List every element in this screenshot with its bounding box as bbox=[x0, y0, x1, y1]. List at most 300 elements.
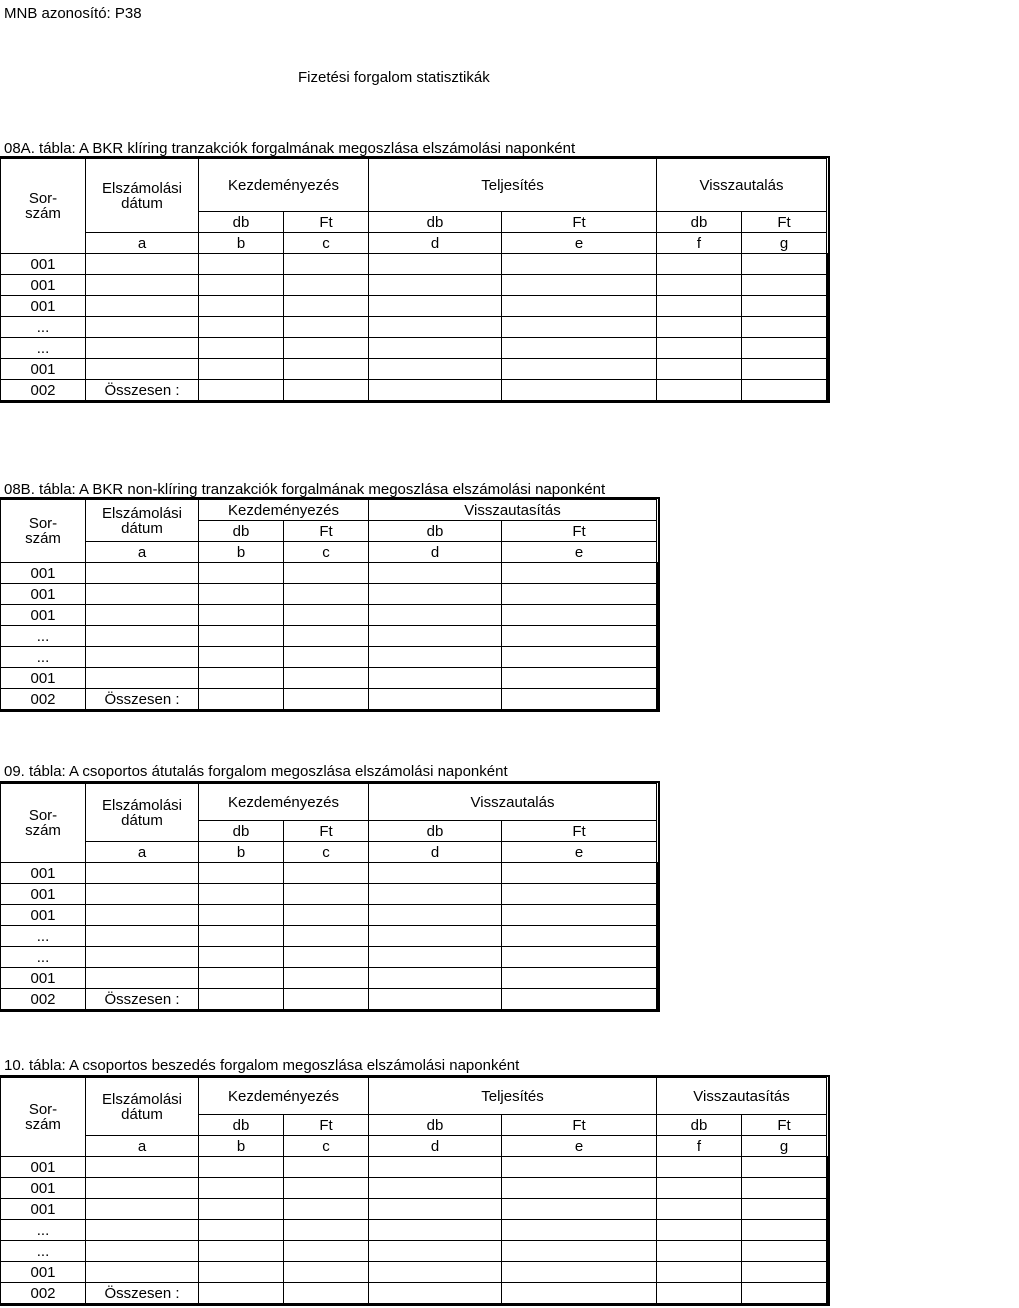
value-cell bbox=[369, 1262, 502, 1283]
value-cell bbox=[502, 884, 657, 905]
row-number: ... bbox=[1, 647, 86, 668]
value-cell bbox=[284, 338, 369, 359]
ft-header: Ft bbox=[742, 1115, 827, 1136]
completion-header: Teljesítés bbox=[369, 159, 657, 212]
value-cell bbox=[742, 359, 827, 380]
column-letter: c bbox=[284, 233, 369, 254]
value-cell bbox=[199, 863, 284, 884]
date-cell bbox=[86, 584, 199, 605]
column-letter: f bbox=[657, 1136, 742, 1157]
value-cell bbox=[199, 1220, 284, 1241]
value-cell bbox=[657, 905, 658, 926]
db-header: db bbox=[657, 1115, 742, 1136]
initiation-header: Kezdeményezés bbox=[199, 159, 369, 212]
value-cell bbox=[502, 1283, 657, 1304]
table-row bbox=[1, 1262, 828, 1283]
date-cell bbox=[86, 254, 199, 275]
value-cell bbox=[742, 1178, 827, 1199]
value-cell bbox=[502, 968, 657, 989]
value-cell bbox=[284, 359, 369, 380]
value-cell bbox=[369, 563, 502, 584]
value-cell bbox=[284, 1199, 369, 1220]
value-cell bbox=[369, 689, 502, 710]
ft-header: Ft bbox=[284, 212, 369, 233]
value-cell bbox=[827, 359, 828, 380]
value-cell bbox=[369, 947, 502, 968]
refund-header: Visszautalás bbox=[369, 784, 657, 821]
value-cell bbox=[742, 254, 827, 275]
value-cell bbox=[284, 584, 369, 605]
value-cell bbox=[502, 863, 657, 884]
value-cell bbox=[369, 1220, 502, 1241]
value-cell bbox=[657, 668, 658, 689]
column-letter: d bbox=[369, 1136, 502, 1157]
table-row bbox=[1, 275, 828, 296]
value-cell bbox=[284, 626, 369, 647]
value-cell bbox=[284, 605, 369, 626]
value-cell bbox=[502, 947, 657, 968]
ft-header: Ft bbox=[284, 1115, 369, 1136]
value-cell bbox=[369, 626, 502, 647]
value-cell bbox=[369, 359, 502, 380]
value-cell bbox=[502, 1262, 657, 1283]
db-header: db bbox=[199, 821, 284, 842]
row-number: 001 bbox=[1, 1262, 86, 1283]
value-cell bbox=[369, 989, 502, 1010]
value-cell bbox=[199, 359, 284, 380]
column-letter: e bbox=[502, 233, 657, 254]
row-number: 001 bbox=[1, 584, 86, 605]
table-row bbox=[1, 317, 828, 338]
value-cell bbox=[657, 380, 742, 401]
table-row bbox=[1, 605, 658, 626]
column-letter: d bbox=[369, 842, 502, 863]
ft-header: Ft bbox=[502, 821, 657, 842]
value-cell bbox=[284, 989, 369, 1010]
date-cell bbox=[86, 968, 199, 989]
row-number: 001 bbox=[1, 863, 86, 884]
value-cell bbox=[199, 1178, 284, 1199]
value-cell bbox=[284, 1262, 369, 1283]
row-number: ... bbox=[1, 926, 86, 947]
column-letter: g bbox=[742, 233, 827, 254]
value-cell bbox=[199, 317, 284, 338]
value-cell bbox=[502, 359, 657, 380]
value-cell bbox=[284, 1157, 369, 1178]
date-cell bbox=[86, 1199, 199, 1220]
value-cell bbox=[657, 563, 658, 584]
date-cell bbox=[86, 296, 199, 317]
value-cell bbox=[502, 317, 657, 338]
value-cell bbox=[657, 1157, 742, 1178]
value-cell bbox=[199, 689, 284, 710]
value-cell bbox=[827, 1199, 828, 1220]
settlement-date-header: Elszámolási dátum bbox=[86, 784, 199, 842]
date-cell bbox=[86, 1157, 199, 1178]
serial-header: Sor- szám bbox=[1, 784, 86, 863]
value-cell bbox=[657, 968, 658, 989]
table-09-caption: 09. tábla: A csoportos átutalás forgalom megoszlása elszámolási naponként bbox=[4, 763, 508, 780]
table-08b-caption: 08B. tábla: A BKR non-klíring tranzakciók forgalmának megoszlása elszámolási naponként bbox=[4, 481, 606, 498]
value-cell bbox=[657, 647, 658, 668]
value-cell bbox=[284, 275, 369, 296]
row-number: ... bbox=[1, 1220, 86, 1241]
value-cell bbox=[284, 1178, 369, 1199]
row-number: 002 bbox=[1, 689, 86, 710]
row-number: 001 bbox=[1, 1178, 86, 1199]
serial-header: Sor- szám bbox=[1, 500, 86, 563]
row-number: 002 bbox=[1, 989, 86, 1010]
ft-header: Ft bbox=[742, 212, 827, 233]
table-row bbox=[1, 338, 828, 359]
value-cell bbox=[827, 254, 828, 275]
value-cell bbox=[657, 947, 658, 968]
date-cell bbox=[86, 647, 199, 668]
column-letter: b bbox=[199, 233, 284, 254]
ft-header: Ft bbox=[502, 521, 657, 542]
date-cell bbox=[86, 605, 199, 626]
value-cell bbox=[284, 1283, 369, 1304]
value-cell bbox=[657, 1220, 742, 1241]
settlement-date-header: Elszámolási dátum bbox=[86, 159, 199, 233]
value-cell bbox=[284, 905, 369, 926]
date-cell bbox=[86, 1262, 199, 1283]
refund-header: Visszautalás bbox=[657, 159, 827, 212]
value-cell bbox=[657, 296, 742, 317]
value-cell bbox=[657, 1283, 742, 1304]
value-cell bbox=[369, 317, 502, 338]
value-cell bbox=[199, 605, 284, 626]
table-10-caption: 10. tábla: A csoportos beszedés forgalom megoszlása elszámolási naponként bbox=[4, 1057, 520, 1074]
ft-header: Ft bbox=[284, 521, 369, 542]
value-cell bbox=[284, 296, 369, 317]
row-number: 001 bbox=[1, 254, 86, 275]
value-cell bbox=[742, 338, 827, 359]
table-row bbox=[1, 359, 828, 380]
value-cell bbox=[502, 647, 657, 668]
value-cell bbox=[199, 905, 284, 926]
completion-header: Teljesítés bbox=[369, 1078, 657, 1115]
value-cell bbox=[657, 926, 658, 947]
table-10 bbox=[0, 1077, 828, 1304]
rejection-header: Visszautasítás bbox=[657, 1078, 827, 1115]
value-cell bbox=[284, 968, 369, 989]
value-cell bbox=[199, 947, 284, 968]
db-header: db bbox=[199, 521, 284, 542]
settlement-date-header: Elszámolási dátum bbox=[86, 1078, 199, 1136]
value-cell bbox=[827, 1178, 828, 1199]
value-cell bbox=[284, 863, 369, 884]
value-cell bbox=[827, 380, 828, 401]
ft-header: Ft bbox=[502, 1115, 657, 1136]
value-cell bbox=[199, 968, 284, 989]
value-cell bbox=[284, 668, 369, 689]
value-cell bbox=[827, 296, 828, 317]
column-letter: b bbox=[199, 1136, 284, 1157]
value-cell bbox=[284, 689, 369, 710]
value-cell bbox=[742, 275, 827, 296]
value-cell bbox=[199, 338, 284, 359]
value-cell bbox=[284, 647, 369, 668]
date-cell bbox=[86, 1241, 199, 1262]
value-cell bbox=[199, 626, 284, 647]
row-number: 001 bbox=[1, 668, 86, 689]
row-number: 001 bbox=[1, 968, 86, 989]
value-cell bbox=[502, 689, 657, 710]
value-cell bbox=[199, 296, 284, 317]
value-cell bbox=[742, 1199, 827, 1220]
value-cell bbox=[369, 605, 502, 626]
value-cell bbox=[827, 1157, 828, 1178]
value-cell bbox=[657, 884, 658, 905]
value-cell bbox=[502, 584, 657, 605]
table-row bbox=[1, 380, 828, 401]
value-cell bbox=[369, 296, 502, 317]
column-letter: a bbox=[86, 233, 199, 254]
value-cell bbox=[827, 1283, 828, 1304]
table-row bbox=[1, 968, 658, 989]
value-cell bbox=[827, 1220, 828, 1241]
column-letter: b bbox=[199, 842, 284, 863]
table-row bbox=[1, 905, 658, 926]
value-cell bbox=[657, 1262, 742, 1283]
column-letter: d bbox=[369, 542, 502, 563]
date-cell bbox=[86, 668, 199, 689]
value-cell bbox=[827, 1241, 828, 1262]
rejection-header: Visszautasítás bbox=[369, 500, 657, 521]
value-cell bbox=[199, 647, 284, 668]
table-09 bbox=[0, 783, 658, 1010]
value-cell bbox=[199, 926, 284, 947]
table-row bbox=[1, 296, 828, 317]
value-cell bbox=[502, 296, 657, 317]
row-number: 001 bbox=[1, 359, 86, 380]
value-cell bbox=[502, 989, 657, 1010]
ft-header: Ft bbox=[502, 212, 657, 233]
table-row bbox=[1, 254, 828, 275]
table-08b bbox=[0, 499, 658, 710]
value-cell bbox=[284, 254, 369, 275]
value-cell bbox=[369, 647, 502, 668]
column-letter: c bbox=[284, 1136, 369, 1157]
ft-header: Ft bbox=[284, 821, 369, 842]
value-cell bbox=[502, 668, 657, 689]
date-cell bbox=[86, 863, 199, 884]
column-letter: e bbox=[502, 842, 657, 863]
row-number: ... bbox=[1, 626, 86, 647]
value-cell bbox=[284, 380, 369, 401]
value-cell bbox=[657, 359, 742, 380]
column-letter: a bbox=[86, 542, 199, 563]
value-cell bbox=[199, 884, 284, 905]
value-cell bbox=[657, 1199, 742, 1220]
value-cell bbox=[827, 1262, 828, 1283]
value-cell bbox=[284, 563, 369, 584]
table-row bbox=[1, 626, 658, 647]
value-cell bbox=[657, 254, 742, 275]
row-number: 001 bbox=[1, 605, 86, 626]
date-cell bbox=[86, 905, 199, 926]
value-cell bbox=[369, 905, 502, 926]
value-cell bbox=[657, 1241, 742, 1262]
db-header: db bbox=[369, 1115, 502, 1136]
total-label: Összesen : bbox=[86, 1283, 199, 1304]
db-header: db bbox=[369, 212, 502, 233]
value-cell bbox=[369, 1241, 502, 1262]
table-row bbox=[1, 1178, 828, 1199]
table-row bbox=[1, 947, 658, 968]
value-cell bbox=[827, 275, 828, 296]
value-cell bbox=[369, 1283, 502, 1304]
value-cell bbox=[502, 563, 657, 584]
value-cell bbox=[742, 1157, 827, 1178]
row-number: 001 bbox=[1, 905, 86, 926]
table-row bbox=[1, 884, 658, 905]
value-cell bbox=[369, 380, 502, 401]
value-cell bbox=[657, 989, 658, 1010]
table-08a bbox=[0, 158, 828, 401]
value-cell bbox=[742, 1283, 827, 1304]
value-cell bbox=[284, 926, 369, 947]
value-cell bbox=[657, 584, 658, 605]
column-letter: e bbox=[502, 1136, 657, 1157]
value-cell bbox=[657, 338, 742, 359]
value-cell bbox=[199, 254, 284, 275]
value-cell bbox=[502, 605, 657, 626]
row-number: 002 bbox=[1, 380, 86, 401]
total-label: Összesen : bbox=[86, 689, 199, 710]
value-cell bbox=[502, 338, 657, 359]
column-letter: c bbox=[284, 542, 369, 563]
date-cell bbox=[86, 626, 199, 647]
column-letter: e bbox=[502, 542, 657, 563]
date-cell bbox=[86, 884, 199, 905]
value-cell bbox=[742, 1262, 827, 1283]
row-number: 002 bbox=[1, 1283, 86, 1304]
date-cell bbox=[86, 926, 199, 947]
value-cell bbox=[502, 1157, 657, 1178]
value-cell bbox=[199, 989, 284, 1010]
value-cell bbox=[199, 1157, 284, 1178]
date-cell bbox=[86, 317, 199, 338]
table-row bbox=[1, 668, 658, 689]
value-cell bbox=[657, 317, 742, 338]
value-cell bbox=[502, 1220, 657, 1241]
column-letter: c bbox=[284, 842, 369, 863]
value-cell bbox=[199, 563, 284, 584]
total-label: Összesen : bbox=[86, 380, 199, 401]
value-cell bbox=[369, 1178, 502, 1199]
column-letter: g bbox=[742, 1136, 827, 1157]
table-row bbox=[1, 1283, 828, 1304]
row-number: 001 bbox=[1, 563, 86, 584]
date-cell bbox=[86, 338, 199, 359]
value-cell bbox=[284, 317, 369, 338]
value-cell bbox=[742, 317, 827, 338]
value-cell bbox=[369, 1199, 502, 1220]
value-cell bbox=[369, 884, 502, 905]
value-cell bbox=[502, 1241, 657, 1262]
value-cell bbox=[369, 254, 502, 275]
row-number: ... bbox=[1, 1241, 86, 1262]
db-header: db bbox=[199, 212, 284, 233]
value-cell bbox=[502, 905, 657, 926]
db-header: db bbox=[369, 521, 502, 542]
form-id-label: MNB azonosító: P38 bbox=[4, 5, 142, 22]
initiation-header: Kezdeményezés bbox=[199, 784, 369, 821]
row-number: 001 bbox=[1, 1199, 86, 1220]
value-cell bbox=[369, 1157, 502, 1178]
table-row bbox=[1, 647, 658, 668]
date-cell bbox=[86, 1178, 199, 1199]
value-cell bbox=[369, 275, 502, 296]
table-row bbox=[1, 1199, 828, 1220]
value-cell bbox=[657, 863, 658, 884]
value-cell bbox=[199, 1199, 284, 1220]
value-cell bbox=[827, 338, 828, 359]
value-cell bbox=[369, 668, 502, 689]
table-row bbox=[1, 1241, 828, 1262]
value-cell bbox=[827, 317, 828, 338]
value-cell bbox=[369, 863, 502, 884]
value-cell bbox=[657, 1178, 742, 1199]
table-row bbox=[1, 926, 658, 947]
table-08a-caption: 08A. tábla: A BKR klíring tranzakciók forgalmának megoszlása elszámolási naponként bbox=[4, 140, 576, 157]
value-cell bbox=[199, 380, 284, 401]
value-cell bbox=[742, 296, 827, 317]
value-cell bbox=[199, 1283, 284, 1304]
value-cell bbox=[502, 380, 657, 401]
date-cell bbox=[86, 1220, 199, 1241]
value-cell bbox=[199, 1241, 284, 1262]
column-letter: f bbox=[657, 233, 742, 254]
value-cell bbox=[284, 1220, 369, 1241]
date-cell bbox=[86, 563, 199, 584]
value-cell bbox=[199, 584, 284, 605]
row-number: ... bbox=[1, 317, 86, 338]
value-cell bbox=[502, 926, 657, 947]
value-cell bbox=[502, 254, 657, 275]
row-number: ... bbox=[1, 947, 86, 968]
value-cell bbox=[742, 1241, 827, 1262]
settlement-date-header: Elszámolási dátum bbox=[86, 500, 199, 542]
row-number: ... bbox=[1, 338, 86, 359]
table-row bbox=[1, 1157, 828, 1178]
column-letter: a bbox=[86, 842, 199, 863]
date-cell bbox=[86, 275, 199, 296]
value-cell bbox=[657, 275, 742, 296]
value-cell bbox=[199, 668, 284, 689]
table-row bbox=[1, 563, 658, 584]
value-cell bbox=[502, 1178, 657, 1199]
value-cell bbox=[657, 605, 658, 626]
value-cell bbox=[284, 884, 369, 905]
page-title: Fizetési forgalom statisztikák bbox=[298, 69, 490, 86]
date-cell bbox=[86, 947, 199, 968]
serial-header: Sor- szám bbox=[1, 159, 86, 254]
db-header: db bbox=[369, 821, 502, 842]
row-number: 001 bbox=[1, 1157, 86, 1178]
row-number: 001 bbox=[1, 275, 86, 296]
value-cell bbox=[502, 1199, 657, 1220]
column-letter: a bbox=[86, 1136, 199, 1157]
value-cell bbox=[369, 584, 502, 605]
table-row bbox=[1, 689, 658, 710]
value-cell bbox=[657, 626, 658, 647]
date-cell bbox=[86, 359, 199, 380]
column-letter: d bbox=[369, 233, 502, 254]
row-number: 001 bbox=[1, 296, 86, 317]
